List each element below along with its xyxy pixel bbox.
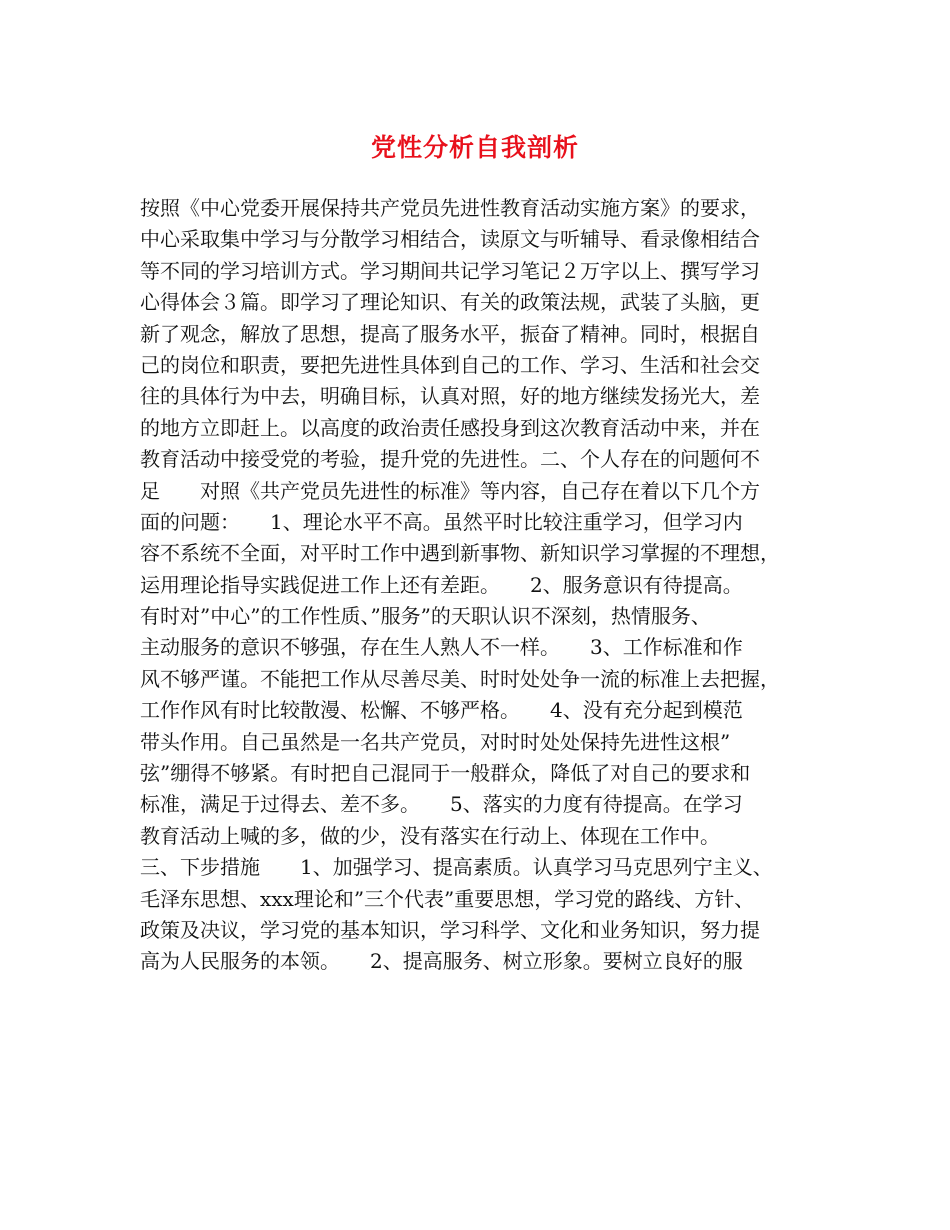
text-line: 毛泽东思想、xxx理论和”三个代表”重要思想，学习党的路线、方针、	[140, 886, 755, 911]
text-line: 教育活动上喊的多，做的少，没有落实在行动上、体现在工作中。	[140, 823, 720, 848]
document-body	[140, 193, 830, 978]
text-line: 往的具体行为中去，明确目标，认真对照，好的地方继续发扬光大，差	[140, 384, 760, 409]
document-title: 党性分析自我剖析	[370, 133, 579, 162]
text-line: 中心采取集中学习与分散学习相结合，读原文与听辅导、看录像相结合	[140, 227, 760, 252]
text-line: 的地方立即赶上。以高度的政治责任感投身到这次教育活动中来，并在	[140, 415, 760, 440]
text-line: 三、下步措施 1、加强学习、提高素质。认真学习马克思列宁主义、	[140, 855, 773, 880]
text-line: 足 对照《共产党员先进性的标准》等内容，自己存在着以下几个方	[140, 478, 760, 503]
text-line: 有时对”中心”的工作性质、”服务”的天职认识不深刻，热情服务、	[140, 604, 711, 629]
text-line: 新了观念，解放了思想，提高了服务水平，振奋了精神。同时，根据自	[140, 321, 760, 346]
text-line: 面的问题： 1、理论水平不高。虽然平时比较注重学习，但学习内	[140, 509, 743, 534]
text-line: 容不系统不全面，对平时工作中遇到新事物、新知识学习掌握的不理想，	[140, 541, 780, 566]
text-line: 等不同的学习培训方式。学习期间共记学习笔记２万字以上、撰写学习	[140, 258, 760, 283]
text-line: 风不够严谨。不能把工作从尽善尽美、时时处处争一流的标准上去把握，	[140, 666, 780, 691]
text-line: 弦”绷得不够紧。有时把自己混同于一般群众，降低了对自己的要求和	[140, 761, 751, 786]
text-line: 己的岗位和职责，要把先进性具体到自己的工作、学习、生活和社会交	[140, 352, 760, 377]
text-line: 工作作风有时比较散漫、松懈、不够严格。 4、没有充分起到模范	[140, 698, 743, 723]
text-line: 标准，满足于过得去、差不多。 5、落实的力度有待提高。在学习	[140, 792, 743, 817]
text-line: 政策及决议，学习党的基本知识，学习科学、文化和业务知识，努力提	[140, 917, 760, 942]
text-line: 心得体会３篇。即学习了理论知识、有关的政策法规，武装了头脑，更	[140, 290, 760, 315]
text-line: 按照《中心党委开展保持共产党员先进性教育活动实施方案》的要求，	[140, 196, 760, 220]
text-line: 运用理论指导实践促进工作上还有差距。 2、服务意识有待提高。	[140, 572, 743, 597]
text-line: 教育活动中接受党的考验，提升党的先进性。二、个人存在的问题何不	[140, 447, 760, 472]
text-line: 高为人民服务的本领。 2、提高服务、树立形象。要树立良好的服	[140, 949, 743, 974]
text-line: 带头作用。自己虽然是一名共产党员，对时时处处保持先进性这根”	[140, 729, 731, 754]
text-line: 主动服务的意识不够强，存在生人熟人不一样。 3、工作标准和作	[140, 635, 743, 660]
